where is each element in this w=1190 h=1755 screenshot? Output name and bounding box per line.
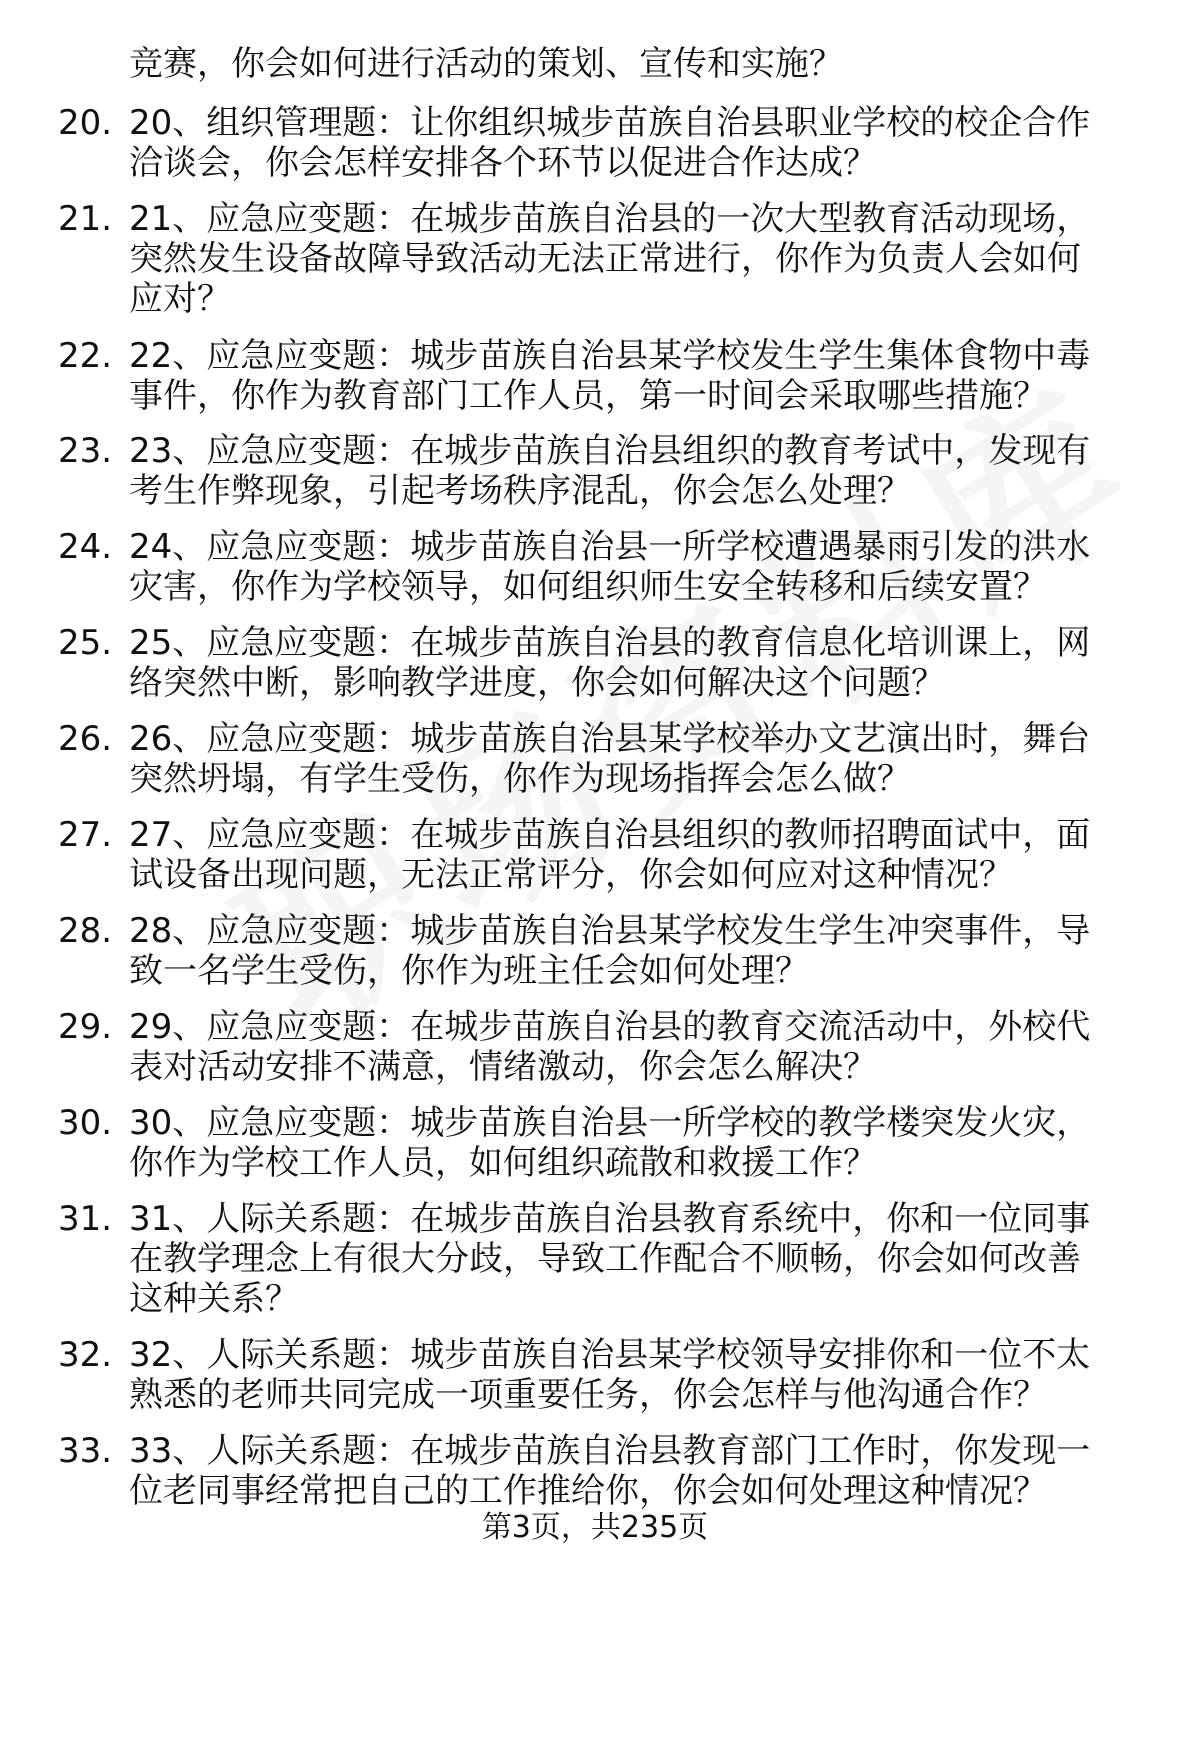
item-text-line: 21、应急应变题：在城步苗族自治县的一次大型教育活动现场， [129,199,1091,239]
item-number: 33. [58,1431,113,1471]
item-text-line: 25、应急应变题：在城步苗族自治县的教育信息化培训课上，网 [129,623,1091,663]
item-text-line: 考生作弊现象，引起考场秩序混乱，你会怎么处理？ [129,471,911,511]
item-text-line: 32、人际关系题：城步苗族自治县某学校领导安排你和一位不太 [129,1335,1091,1375]
item-text-line: 事件，你作为教育部门工作人员，第一时间会采取哪些措施？ [129,376,1047,416]
item-number: 20. [58,103,113,143]
item-text-line: 位老同事经常把自己的工作推给你，你会如何处理这种情况？ [129,1471,1047,1511]
item-text-line: 试设备出现问题，无法正常评分，你会如何应对这种情况？ [129,855,1013,895]
item-number: 27. [58,815,113,855]
item-text-line: 络突然中断，影响教学进度，你会如何解决这个问题？ [129,663,945,703]
item-text-line: 29、应急应变题：在城步苗族自治县的教育交流活动中，外校代 [129,1007,1091,1047]
item-number: 25. [58,623,113,663]
item-text-line: 这种关系？ [129,1279,299,1319]
item-text-line: 33、人际关系题：在城步苗族自治县教育部门工作时，你发现一 [129,1431,1091,1471]
item-number: 30. [58,1103,113,1143]
item-text-line: 22、应急应变题：城步苗族自治县某学校发生学生集体食物中毒 [129,336,1091,376]
item-number: 24. [58,527,113,567]
item-number: 21. [58,199,113,239]
item-text-line: 23、应急应变题：在城步苗族自治县组织的教育考试中，发现有 [129,431,1091,471]
item-number: 28. [58,911,113,951]
item-number: 23. [58,431,113,471]
item-text-line: 26、应急应变题：城步苗族自治县某学校举办文艺演出时，舞台 [129,719,1091,759]
item-text-line: 致一名学生受伤，你作为班主任会如何处理？ [129,951,809,991]
continuation-text: 竞赛，你会如何进行活动的策划、宣传和实施？ [129,44,843,84]
item-text-line: 表对活动安排不满意，情绪激动，你会怎么解决？ [129,1047,877,1087]
item-text-line: 应对？ [129,279,231,319]
item-text-line: 28、应急应变题：城步苗族自治县某学校发生学生冲突事件，导 [129,911,1091,951]
item-text-line: 24、应急应变题：城步苗族自治县一所学校遭遇暴雨引发的洪水 [129,527,1091,567]
item-number: 31. [58,1199,113,1239]
item-text-line: 洽谈会，你会怎样安排各个环节以促进合作达成？ [129,143,877,183]
page-footer: 第3页，共235页 [481,1510,709,1545]
item-text-line: 熟悉的老师共同完成一项重要任务，你会怎样与他沟通合作？ [129,1375,1047,1415]
item-number: 29. [58,1007,113,1047]
item-text-line: 在教学理念上有很大分歧，导致工作配合不顺畅，你会如何改善 [129,1239,1081,1279]
item-text-line: 30、应急应变题：城步苗族自治县一所学校的教学楼突发火灾， [129,1103,1091,1143]
item-number: 32. [58,1335,113,1375]
item-text-line: 突然坍塌，有学生受伤，你作为现场指挥会怎么做？ [129,759,911,799]
item-text-line: 灾害，你作为学校领导，如何组织师生安全转移和后续安置？ [129,567,1047,607]
item-text-line: 你作为学校工作人员，如何组织疏散和救援工作？ [129,1143,877,1183]
item-text-line: 27、应急应变题：在城步苗族自治县组织的教师招聘面试中，面 [129,815,1091,855]
item-text-line: 31、人际关系题：在城步苗族自治县教育系统中，你和一位同事 [129,1199,1091,1239]
item-text-line: 20、组织管理题：让你组织城步苗族自治县职业学校的校企合作 [129,103,1091,143]
item-number: 26. [58,719,113,759]
item-number: 22. [58,336,113,376]
item-text-line: 突然发生设备故障导致活动无法正常进行，你作为负责人会如何 [129,239,1081,279]
